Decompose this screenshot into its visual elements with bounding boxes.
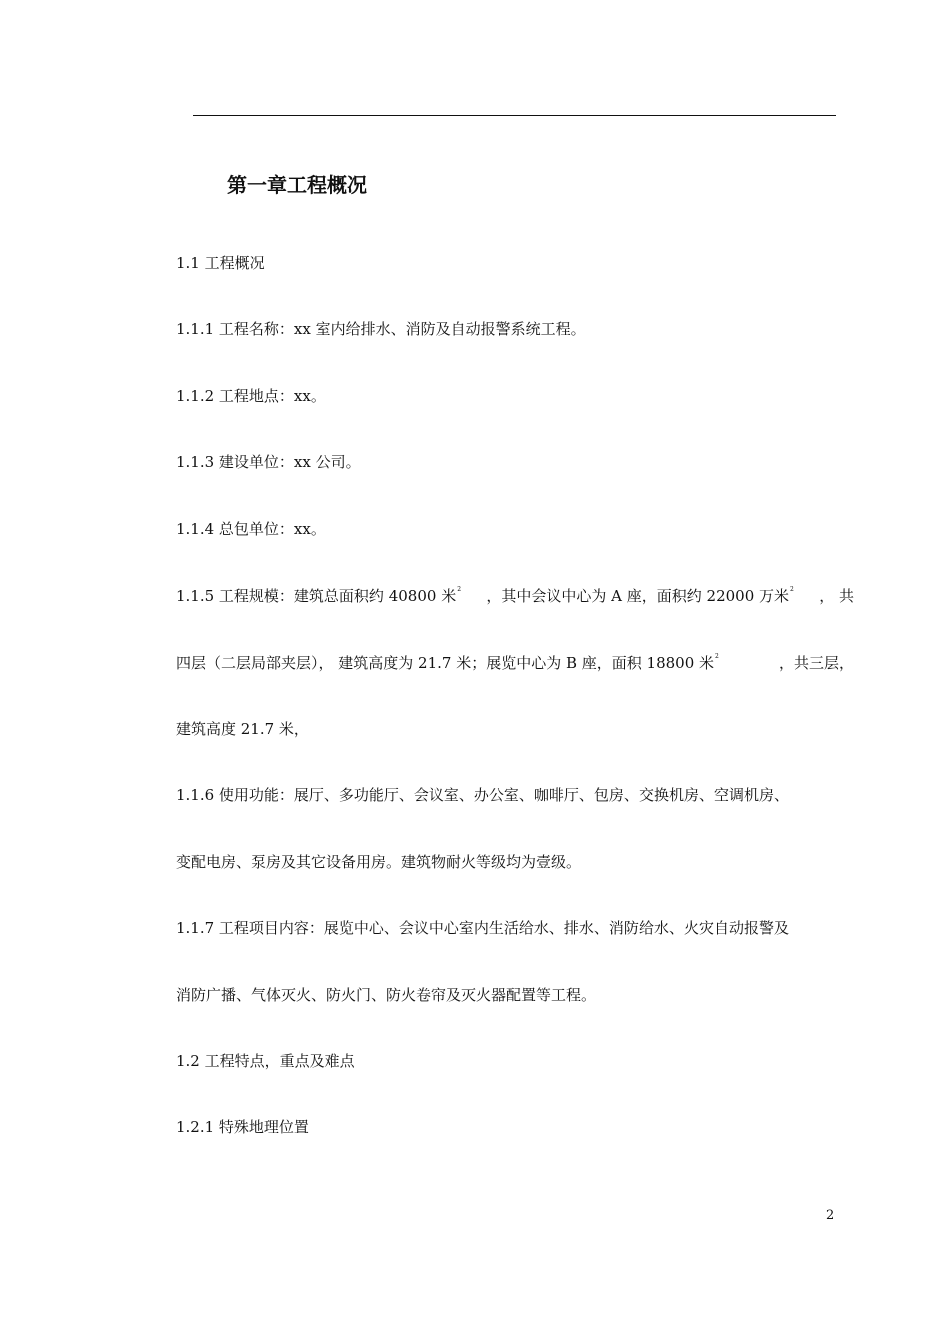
- item-construction-unit: 1.1.3 建设单位：xx 公司。: [176, 453, 361, 471]
- item-usage-line-2: 变配电房、泵房及其它设备用房。建筑物耐火等级均为壹级。: [176, 853, 582, 871]
- item-scope-line-2: 消防广播、气体灭火、防火门、防火卷帘及灭火器配置等工程。: [176, 986, 597, 1004]
- item-project-scale-line-3: 建筑高度 21.7 米，: [176, 720, 309, 738]
- page-number: 2: [826, 1208, 835, 1223]
- item-project-scale-line-1: [176, 585, 854, 607]
- superscript-2: 2: [715, 653, 719, 660]
- header-rule: [193, 115, 836, 116]
- item-general-contractor: 1.1.4 总包单位：xx。: [176, 520, 326, 538]
- item-usage-line-1: 1.1.6 使用功能：展厅、多功能厅、会议室、办公室、咖啡厅、包房、交换机房、空调机房、: [176, 786, 789, 804]
- project-scale-text-e: ，共三层，: [778, 654, 854, 672]
- project-scale-text-c: ， 共: [819, 587, 854, 605]
- section-heading-1-1: 1.1 工程概况: [176, 254, 265, 272]
- project-scale-text-a: 1.1.5 工程规模：建筑总面积约 40800 米$^2$: [176, 586, 462, 605]
- item-project-location: 1.1.2 工程地点：xx。: [176, 387, 326, 405]
- superscript-2: 2: [457, 586, 462, 593]
- section-heading-1-2: 1.2 工程特点，重点及难点: [176, 1052, 355, 1070]
- item-scope-line-1: 1.1.7 工程项目内容：展览中心、会议中心室内生活给水、排水、消防给水、火灾自动报警及: [176, 919, 789, 937]
- item-project-name: 1.1.1 工程名称：xx 室内给排水、消防及自动报警系统工程。: [176, 320, 586, 338]
- project-scale-text-b: ，其中会议中心为 A 座，面积约 22000 万米$^2$: [486, 586, 794, 605]
- subsection-heading-1-2-1: 1.2.1 特殊地理位置: [176, 1118, 309, 1136]
- chapter-title: 第一章工程概况: [227, 173, 367, 197]
- item-project-scale-line-2: [176, 652, 854, 674]
- superscript-2: 2: [790, 586, 794, 593]
- project-scale-text-d: 四层（二层局部夹层）， 建筑高度为 21.7 米；展览中心为 B 座，面积 18800 米$^2$: [176, 653, 719, 672]
